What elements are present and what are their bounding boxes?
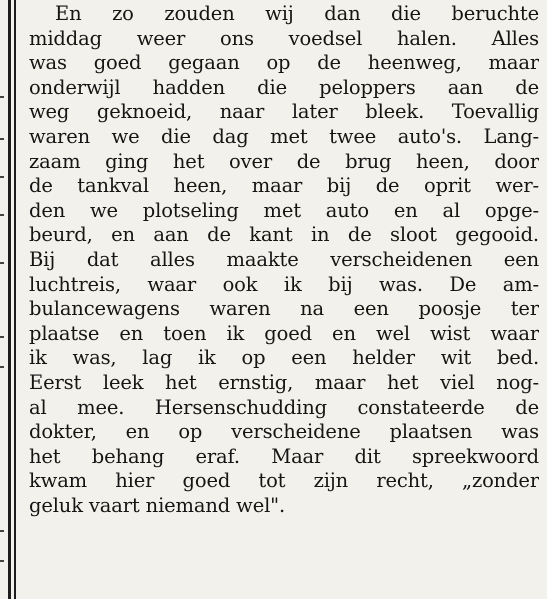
text-line: middag weer ons voedsel halen. Alles (29, 26, 539, 50)
text-line: waren we die dag met twee auto's. Lang- (29, 124, 539, 148)
text-line: Bij dat alles maakte verscheidenen een (29, 247, 539, 271)
text-line: onderwijl hadden die peloppers aan de (29, 75, 539, 99)
text-line: den we plotseling met auto en al opge- (29, 198, 539, 222)
text-line: En zo zouden wij dan die beruchte (55, 2, 539, 25)
text-line: Eerst leek het ernstig, maar het viel nog- (29, 370, 539, 394)
article-text (29, 2, 539, 518)
text-line: al mee. Hersenschudding constateerde de (29, 395, 539, 419)
text-line: ik was, lag ik op een helder wit bed. (29, 346, 539, 370)
column-rule-inner (14, 0, 16, 599)
text-line: weg geknoeid, naar later bleek. Toevallig (29, 100, 539, 124)
text-line: het behang eraf. Maar dit spreekwoord (29, 444, 539, 468)
text-line: zaam ging het over de brug heen, door (29, 149, 539, 173)
text-line: geluk vaart niemand wel". (29, 493, 286, 517)
column-rule-left (8, 0, 11, 599)
text-line: dokter, en op verscheidene plaatsen was (29, 420, 539, 444)
text-line: kwam hier goed tot zijn recht, „zonder (29, 469, 539, 493)
text-line: de tankval heen, maar bij de oprit wer- (29, 174, 539, 198)
text-line: was goed gegaan op de heenweg, maar (29, 51, 539, 75)
text-line: bulancewagens waren na een poosje ter (29, 297, 539, 321)
margin-marks (0, 0, 6, 599)
text-line: plaatse en toen ik goed en wel wist waar (29, 321, 539, 345)
text-line: luchtreis, waar ook ik bij was. De am- (29, 272, 539, 296)
text-line: beurd, en aan de kant in de sloot gegooid. (29, 223, 539, 247)
